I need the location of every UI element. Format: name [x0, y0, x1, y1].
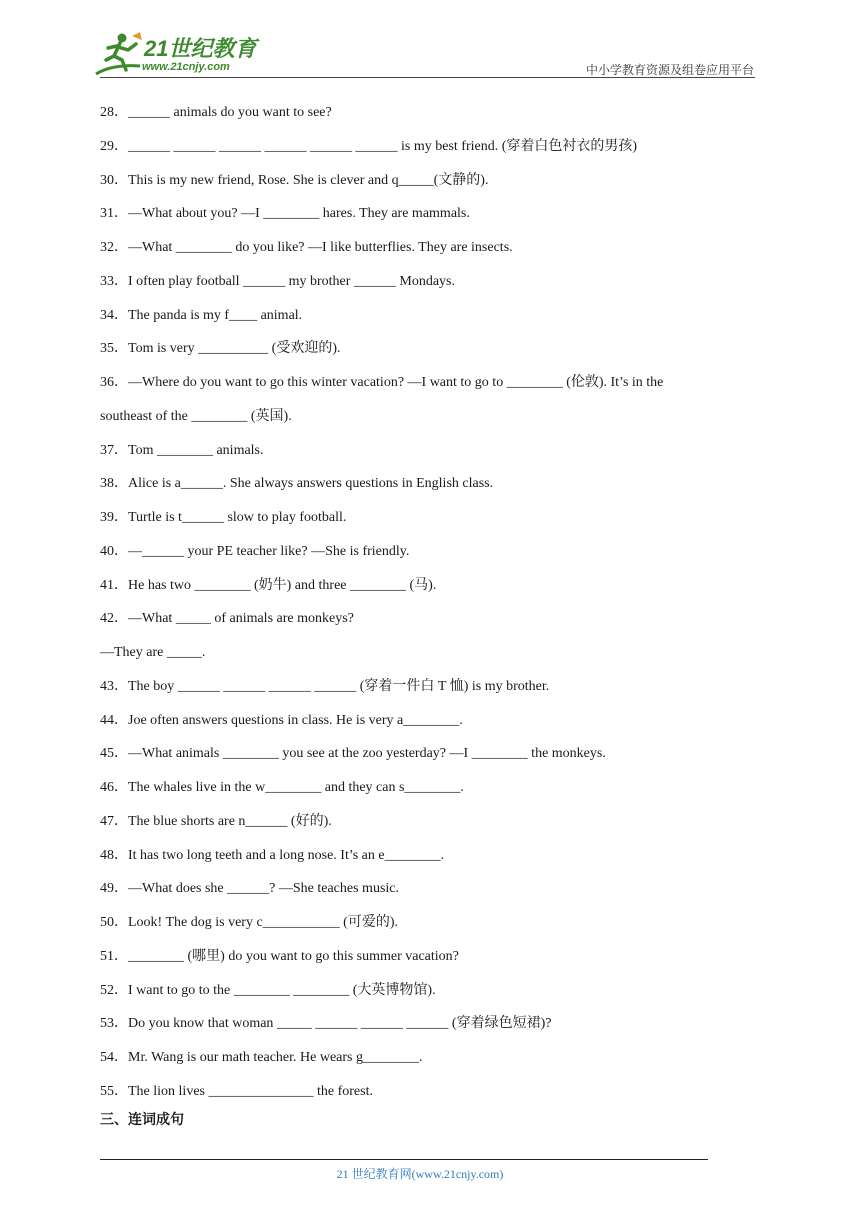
question-line: southeast of the ________ (英国). — [100, 408, 292, 424]
question-line: 53．Do you know that woman _____ ______ ______ ______ (穿着绿色短裙)? — [100, 1016, 552, 1032]
question-line: 39．Turtle is t______ slow to play football. — [100, 510, 347, 525]
question-line: 37．Tom ________ animals. — [100, 442, 264, 458]
question-line: 44．Joe often answers questions in class. He is very a________. — [100, 712, 463, 728]
question-line: 30．This is my new friend, Rose. She is clever and q_____(文静的). — [100, 172, 489, 188]
question-line: 47．The blue shorts are n______ (好的). — [100, 813, 332, 829]
question-line: 40．—______ your PE teacher like? —She is friendly. — [100, 543, 410, 559]
runner-logo-icon — [92, 30, 144, 78]
question-line: 51．________ (哪里) do you want to go this summer vacation? — [100, 948, 459, 964]
header-divider — [100, 77, 755, 78]
question-line: 33．I often play football ______ my brother ______ Mondays. — [100, 273, 456, 289]
question-line: —They are _____. — [100, 645, 206, 660]
question-line: 54．Mr. Wang is our math teacher. He wears g________. — [100, 1050, 423, 1065]
logo-url: www.21cnjy.com — [142, 61, 230, 73]
question-line: 46．The whales live in the w________ and they can s________. — [100, 780, 464, 795]
question-line: 42．—What _____ of animals are monkeys? — [100, 611, 354, 627]
question-line: 41．He has two ________ (奶牛) and three ________ (马). — [100, 577, 437, 593]
question-line: 38．Alice is a______. She always answers questions in English class. — [100, 476, 494, 492]
question-line: 29．______ ______ ______ ______ ______ ______ is my best friend. (穿着白色衬衣的男孩) — [100, 138, 638, 154]
question-line: 48．It has two long teeth and a long nose. It’s an e________. — [100, 847, 445, 863]
footer-divider — [100, 1159, 708, 1160]
logo — [92, 30, 262, 78]
page-header — [0, 0, 860, 80]
footer-text: 21 世纪教育网(www.21cnjy.com) — [336, 1167, 504, 1181]
question-line: 49．—What does she ______? —She teaches music. — [100, 881, 399, 897]
page-footer — [0, 1165, 860, 1182]
question-line: 43．The boy ______ ______ ______ ______ (穿着一件白 T 恤) is my brother. — [100, 678, 550, 694]
question-line: 45．—What animals ________ you see at the zoo yesterday? —I ________ the monkeys. — [100, 746, 606, 762]
question-line: 32．—What ________ do you like? —I like butterflies. They are insects. — [100, 240, 513, 255]
question-line: 50．Look! The dog is very c___________ (可爱的). — [100, 915, 398, 930]
section-title: 三、连词成句 — [100, 1111, 184, 1128]
question-line: 28．______ animals do you want to see? — [100, 105, 332, 120]
question-line: 35．Tom is very __________ (受欢迎的). — [100, 341, 341, 357]
question-line: 36．—Where do you want to go this winter vacation? —I want to go to ________ (伦敦). It’s in the — [100, 375, 664, 390]
question-line: 31．—What about you? —I ________ hares. They are mammals. — [100, 206, 470, 222]
question-line: 34．The panda is my f____ animal. — [100, 307, 303, 323]
logo-title: 21世纪教育 — [144, 36, 257, 61]
question-line: 52．I want to go to the ________ ________ (大英博物馆). — [100, 982, 436, 998]
header-platform-text: 中小学教育资源及组卷应用平台 — [585, 63, 754, 77]
question-line: 55．The lion lives _______________ the forest. — [100, 1083, 373, 1099]
